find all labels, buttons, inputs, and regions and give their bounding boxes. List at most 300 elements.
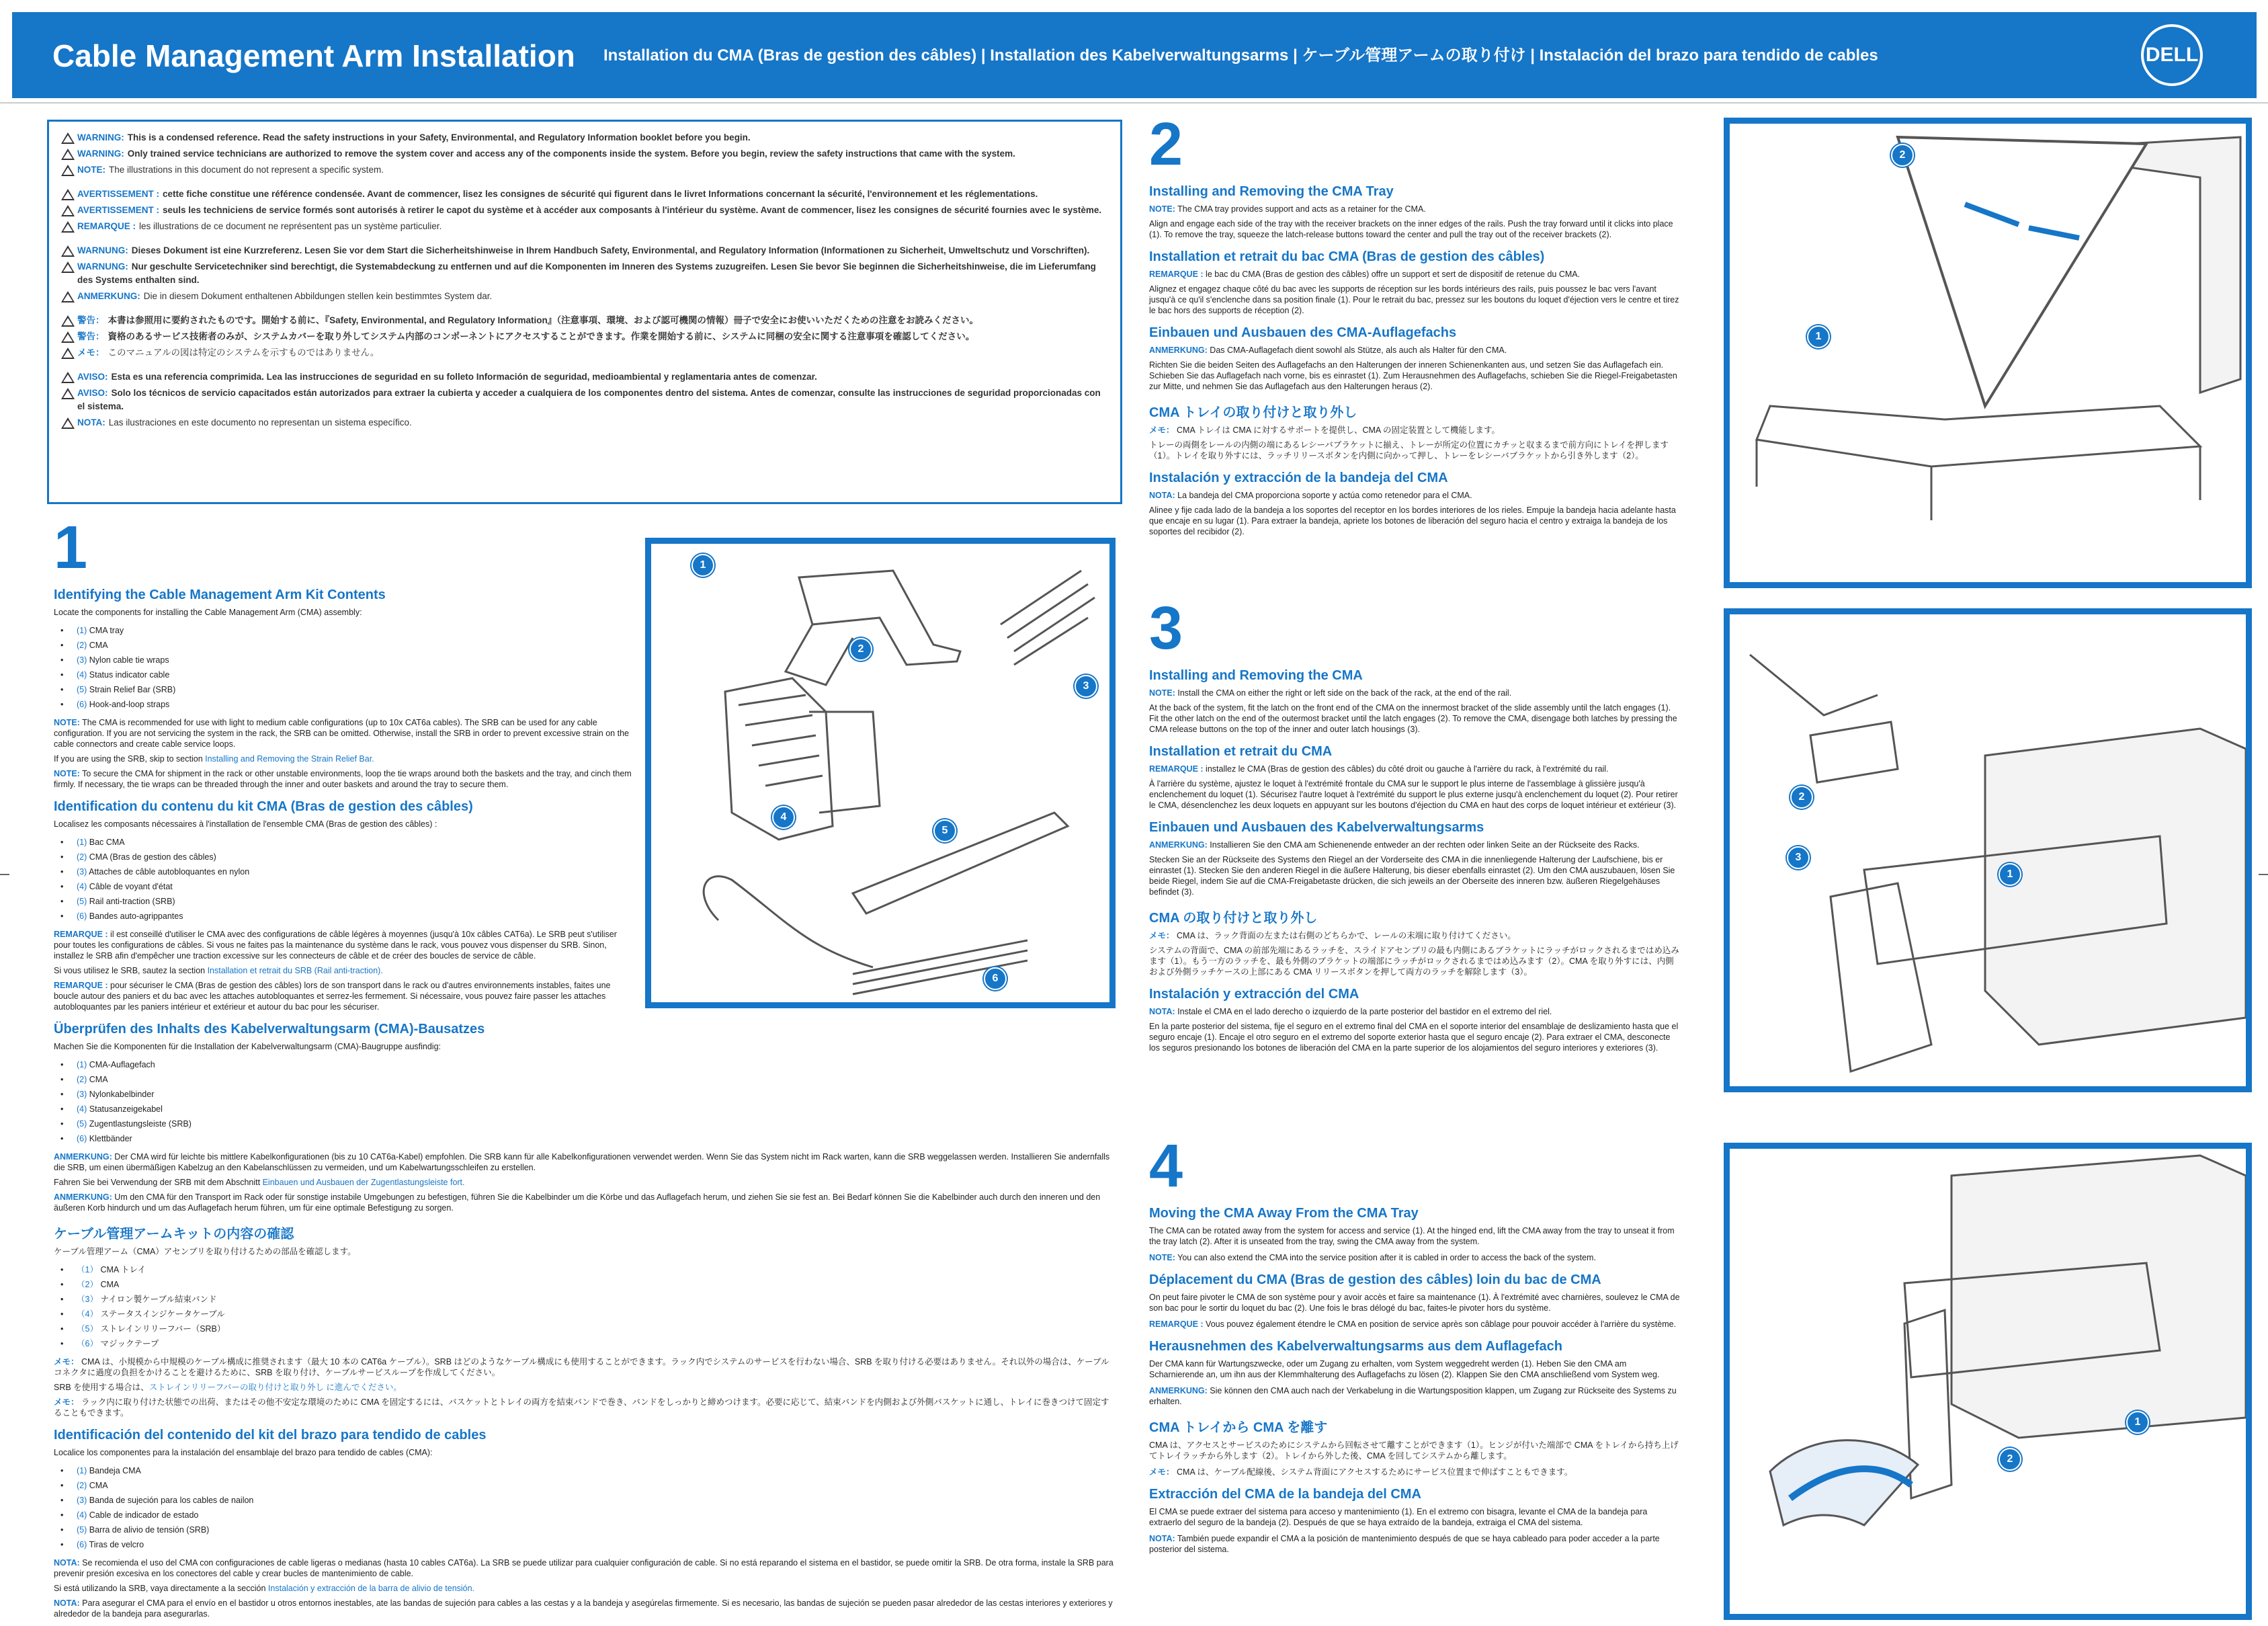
kit-list-item — [54, 1102, 1116, 1116]
note-text: Der CMA wird für leichte bis mittlere Kabelkonfigurationen (bis zu 10 CAT6a-Kabel) empfohlen. Die SRB kann für alle Kabelkonfigurationen verwendet werden. Wenn Sie das System nicht im Rack warten, kann die SRB weggelassen werden. Installieren Sie andernfalls die SRB, um einen übermäßigen Kabelzug an den Kabelanschlüssen zu vermeiden, und um Kabelwartungsschleifen zu erstellen. — [54, 1152, 1110, 1172]
kit-list — [54, 623, 632, 712]
kit-list-item — [54, 1508, 1116, 1522]
kit-item-number: (6) — [77, 911, 87, 921]
cma-tray-shape — [799, 571, 960, 665]
warning-text: This is a condensed reference. Read the safety instructions in your Safety, Environmental, and Regulatory Information booklet before you begin. — [127, 132, 751, 143]
warning-text: Solo los técnicos de servicio capacitados están autorizados para extraer la cubierta y acceder a cualquiera de los componentes dentro del sistema. Antes de comenzar, consulte las instrucciones de seguridad proporcionadas con el sistema. — [77, 388, 1101, 411]
section-body: Alinee y fije cada lado de la bandeja a los soportes del receptor en los bordes interiores de los rieles. Empuje la bandeja hacia adelante hasta que encaje en su lugar (1). Para extraer la bandeja, apriete los botones de liberación del seguro hacia el centro y extraiga la bandeja de los soportes del recibidor (2). — [1149, 505, 1676, 536]
section-note — [1149, 764, 1680, 774]
warning-group — [60, 131, 1109, 177]
kit-list-item — [54, 697, 632, 712]
warning-text: cette fiche constitue une référence condensée. Avant de commencer, lisez les consignes de sécurité qui figurent dans le livret Informations concernant la sécurité, l'environnement et les réglementations. — [163, 189, 1038, 199]
kit-item-number: (2) — [77, 1481, 87, 1490]
section-note — [54, 754, 632, 764]
warning-text: les illustrations de ce document ne représentent pas un système particulier. — [139, 221, 442, 231]
warning-icon — [60, 416, 77, 430]
kit-list-item — [54, 1277, 1116, 1292]
note-text: Para asegurar el CMA para el envío en el bastidor u otros entornos inestables, ate las bandas de sujeción para cables a las cestas y a la bandeja y asegúrelas firmemente. Si es necesario, las bandas de sujeción se pueden pasar alrededor de las cestas interiores y exteriores y alrededor de la bandeja para asegurarlas. — [54, 1598, 1113, 1619]
section-note — [54, 1557, 1116, 1579]
kit-item-number: (4) — [77, 882, 87, 891]
section-body: CMA は、アクセスとサービスのためにシステムから回転させて離すことができます（1）。ヒンジが付いた端部で CMA をトレイから持ち上げてトレイラッチから外します（2）。トレイから外した後、CMA を回してシステムから離します。 — [1149, 1440, 1679, 1461]
step4-column — [1149, 1133, 1680, 1559]
kit-item-label: Rail anti-traction (SRB) — [89, 897, 175, 906]
note-label: ANMERKUNG: — [1149, 1386, 1208, 1395]
warning-icon — [60, 204, 77, 217]
section-note — [54, 1177, 1116, 1188]
kit-item-label: Nylonkabelbinder — [89, 1090, 155, 1099]
warning-label: ANMERKUNG: — [77, 291, 140, 301]
kit-item-number: (5) — [77, 685, 87, 694]
section-title: CMA トレイから CMA を離す — [1149, 1420, 1328, 1435]
warning-text: seuls les techniciens de service formés sont autorisés à retirer le capot du système et à accéder aux composants à l'intérieur du système. Avant de commencer, lisez les consignes de sécurité fournies avec le système. — [163, 205, 1102, 215]
callout-6: 6 — [984, 967, 1007, 990]
step-section — [1149, 401, 1680, 461]
warning-text: Dieses Dokument ist eine Kurzreferenz. Lesen Sie vor dem Start die Sicherheitshinweise in Ihrem Handbuch Safety, Environmental, and Regulatory Information (Informationen zu Sicherheit, Umweltschutz und Vorschriften). — [131, 245, 1090, 255]
note-label: REMARQUE : — [54, 981, 108, 990]
note-text: Installieren Sie den CMA am Schienenende entweder an der rechten oder linken Seite an der Rückseite des Racks. — [1210, 840, 1640, 850]
kit-list-item — [54, 1322, 1116, 1336]
note-text: También puede expandir el CMA a la posición de mantenimiento después de que se haya cableado para poder acceder a la parte posterior del sistema. — [1149, 1534, 1660, 1554]
kit-item-label: Statusanzeigekabel — [89, 1104, 163, 1114]
section-note — [1149, 204, 1680, 214]
section-body: トレーの両側をレールの内側の端にあるレシーバブラケットに揃え、トレーが所定の位置にカチッと収まるまで前方向にトレイを押します（1）。トレイを取り外すには、ラッチリリースボタンを内側に向かって押し、トレーをレシーバブラケットから引き外します（2）。 — [1149, 440, 1669, 460]
note-label: NOTE: — [1149, 1253, 1175, 1262]
kit-item-label: マジックテープ — [100, 1339, 159, 1348]
kit-list-item — [54, 1522, 1116, 1537]
callout-2-cma: 2 — [1790, 786, 1813, 809]
warning-text: 資格のあるサービス技術者のみが、システムカバーを取り外してシステム内部のコンポーネントにアクセスすることができます。作業を開始する前に、システムに同梱の安全に関する注意事項を確認してください。 — [108, 331, 975, 341]
step3-body — [1149, 668, 1680, 1053]
section-note — [54, 1356, 1116, 1378]
kit-item-number: (4) — [77, 670, 87, 680]
section-title: CMA トレイの取り付けと取り外し — [1149, 405, 1357, 420]
warning-group — [60, 314, 1109, 360]
warning-label: NOTA: — [77, 417, 106, 428]
warning-line — [60, 188, 1109, 201]
step-section — [1149, 987, 1680, 1053]
step-section — [1149, 1487, 1680, 1555]
kit-list-item — [54, 909, 632, 924]
kit-section — [54, 587, 632, 790]
kit-list — [54, 835, 632, 924]
kit-item-number: (5) — [77, 1119, 87, 1129]
step2-column — [1149, 111, 1680, 542]
callout-3: 3 — [1075, 675, 1097, 698]
section-title: Extracción del CMA de la bandeja del CMA — [1149, 1487, 1421, 1502]
warning-label: 警告： — [77, 315, 105, 325]
kit-item-label: CMA (Bras de gestion des câbles) — [89, 852, 216, 862]
warning-icon — [60, 147, 77, 161]
section-title: Installing and Removing the CMA — [1149, 668, 1363, 683]
section-note — [1149, 1319, 1680, 1330]
warning-group — [60, 188, 1109, 233]
note-label: メモ： — [1149, 425, 1175, 435]
warning-label: 警告： — [77, 331, 105, 341]
section-note — [1149, 1385, 1680, 1407]
warning-label: WARNUNG: — [77, 245, 128, 255]
section-title: Einbauen und Ausbauen des CMA-Auflagefachs — [1149, 325, 1457, 340]
kit-item-number: (5) — [77, 1525, 87, 1535]
section-title: Installation et retrait du bac CMA (Bras de gestion des câbles) — [1149, 249, 1545, 264]
warning-icon — [60, 314, 77, 327]
step-section — [1149, 1206, 1680, 1263]
kit-item-number: (3) — [77, 655, 87, 665]
warning-label: AVISO: — [77, 372, 108, 382]
kit-list-item — [54, 1087, 1116, 1102]
step-section — [1149, 820, 1680, 897]
tray-illustration — [1730, 124, 2246, 582]
kit-section — [54, 1022, 1116, 1213]
kit-item-number: (2) — [77, 641, 87, 650]
note-text: Das CMA-Auflagefach dient sowohl als Stütze, als auch als Halter für den CMA. — [1210, 345, 1507, 355]
warning-icon — [60, 387, 77, 400]
step2-body — [1149, 184, 1680, 537]
note-label: NOTE: — [1149, 688, 1175, 698]
warning-icon — [60, 244, 77, 257]
note-text: CMA トレイは CMA に対するサポートを提供し、CMA の固定装置として機能します。 — [1177, 425, 1501, 435]
section-body: Der CMA kann für Wartungszwecke, oder um Zugang zu erhalten, vom System weggedreht werden (1). Heben Sie den CMA am Scharnierende an, um ihn aus der Klemmhalterung des Auflagefachs zu lösen (2). Klappen Sie den CMA anschließend vom System weg. — [1149, 1359, 1660, 1379]
kit-section — [54, 1428, 1116, 1619]
note-label: NOTA: — [54, 1598, 80, 1608]
note-text: CMA は、ケーブル配線後、システム背面にアクセスするためにサービス位置まで伸ばすこともできます。 — [1177, 1467, 1573, 1477]
note-text: La bandeja del CMA proporciona soporte y actúa como retenedor para el CMA. — [1177, 491, 1472, 500]
kit-item-label: Bandes auto-agrippantes — [89, 911, 183, 921]
warning-icon — [60, 220, 77, 233]
step-section — [1149, 471, 1680, 537]
section-note — [1149, 345, 1680, 356]
section-note — [1149, 840, 1680, 850]
section-note — [1149, 269, 1680, 280]
note-text: Se recomienda el uso del CMA con configuraciones de cable ligeras o medianas (hasta 10 cables CAT6a). La SRB se puede utilizar para cualquier configuración de cable. Si no está reparando el sistema en el bastidor, se puede omitir la SRB. De otra forma, instale la SRB para prevenir presión excesiva en los conectores del cable y crear bucles de mantenimiento de cable. — [54, 1558, 1114, 1578]
section-note — [54, 717, 632, 749]
step-section — [1149, 184, 1680, 240]
section-intro: Localisez les composants nécessaires à l'installation de l'ensemble CMA (Bras de gestion des câbles) : — [54, 819, 437, 829]
section-title: Moving the CMA Away From the CMA Tray — [1149, 1206, 1419, 1221]
note-label: ANMERKUNG: — [54, 1152, 112, 1162]
kit-list — [54, 1262, 1116, 1351]
kit-list-item — [54, 1336, 1116, 1351]
section-note — [54, 965, 632, 976]
section-intro: ケーブル管理アーム（CMA）アセンブリを取り付けるための部品を確認します。 — [54, 1247, 356, 1256]
note-text: installez le CMA (Bras de gestion des câbles) du côté droit ou gauche à l'arrière du rack, à l'extrémité du rail. — [1206, 764, 1609, 774]
section-note — [1149, 490, 1680, 501]
section-link[interactable]: ストレインリリーフバーの取り付けと取り外し に進んでください。 — [149, 1383, 402, 1392]
kit-item-number: (3) — [77, 867, 87, 877]
warning-line — [60, 260, 1109, 287]
step-section — [1149, 325, 1680, 392]
section-body: El CMA se puede extraer del sistema para acceso y mantenimiento (1). En el extremo con bisagra, levante el CMA de la bandeja para extraerlo del seguro de la bandeja (2). Después de que se haya extraído de la bandeja, extraiga el CMA del sistema. — [1149, 1507, 1648, 1527]
note-label: メモ： — [54, 1357, 79, 1367]
kit-item-label: Zugentlastungsleiste (SRB) — [89, 1119, 192, 1129]
step-section — [1149, 907, 1680, 977]
kit-item-label: CMA トレイ — [100, 1265, 146, 1274]
section-note — [54, 1397, 1116, 1418]
section-note — [54, 1192, 1116, 1213]
note-text: Install the CMA on either the right or left side on the back of the rack, at the end of the rail. — [1177, 688, 1512, 698]
kit-list-item — [54, 1478, 1116, 1493]
header-divider — [0, 102, 2268, 104]
warning-line — [60, 204, 1109, 217]
warning-line — [60, 290, 1109, 303]
figure-cma-tray — [1724, 118, 2252, 588]
section-note — [54, 929, 632, 961]
note-text: le bac du CMA (Bras de gestion des câbles) offre un support et sert de dispositif de retenue du CMA. — [1206, 270, 1581, 279]
kit-list-item — [54, 1262, 1116, 1277]
callout-1: 1 — [691, 554, 714, 577]
warning-text: Nur geschulte Servicetechniker sind berechtigt, die Systemabdeckung zu entfernen und auf die Komponenten im Inneren des Systems zuzugreifen. Lesen Sie bevor Sie beginnen die Sicherheitshinweise, die im Lieferumfang des Systems enthalten sind. — [77, 261, 1096, 285]
warning-text: Esta es una referencia comprimida. Lea las instrucciones de seguridad en su folleto Información de seguridad, medioambiental y reglamentaria antes de comenzar. — [111, 372, 817, 382]
note-label: メモ： — [1149, 931, 1175, 940]
kit-item-label: Tiras de velcro — [89, 1540, 144, 1549]
kit-item-number: (1) — [77, 1466, 87, 1475]
warning-icon — [60, 330, 77, 343]
kit-item-label: Hook-and-loop straps — [89, 700, 170, 709]
note-text: pour sécuriser le CMA (Bras de gestion des câbles) lors de son transport dans le rack ou d'autres environnements instables, faites une boucle autour des paniers et du bac avec les attaches autobloquantes et serrez-les fermement. Si nécessaire, vous pouvez faire passer les attaches autobloquantes par les paniers intérieur et extérieur et autour du bac pour les sécuriser. — [54, 981, 611, 1012]
step-section — [1149, 668, 1680, 735]
note-text: Si vous utilisez le SRB, sautez la section — [54, 966, 208, 975]
section-note — [54, 1598, 1116, 1619]
note-text: Si está utilizando la SRB, vaya directamente a la sección — [54, 1584, 268, 1593]
kit-item-number: （3） — [77, 1295, 98, 1304]
kit-item-label: Nylon cable tie wraps — [89, 655, 169, 665]
note-label: NOTA: — [1149, 491, 1175, 500]
note-label: NOTA: — [1149, 1007, 1175, 1016]
kit-item-label: Attaches de câble autobloquantes en nylon — [89, 867, 250, 877]
section-link[interactable]: Einbauen und Ausbauen der Zugentlastungsleiste fort. — [262, 1178, 465, 1187]
kit-list-item — [54, 1131, 1116, 1146]
warning-line — [60, 330, 1109, 343]
kit-list-item — [54, 1537, 1116, 1552]
warning-label: NOTE: — [77, 165, 106, 175]
section-body: システムの背面で、CMA の前部先端にあるラッチを、スライドアセンブリの最も内側にあるブラケットにラッチがロックされるまではめ込みます（1）。もう一方のラッチを、最も外側のブラケットの端部にラッチがロックされるまではめ込みます（2）。CMA を取り外すには、内側および外側ラッチケースの上部にある CMA リリースボタンを押して両方のラッチを解除します（3）。 — [1149, 946, 1679, 977]
step-section — [1149, 249, 1680, 316]
kit-section — [54, 799, 632, 1012]
kit-item-label: CMA — [89, 641, 108, 650]
note-label: ANMERKUNG: — [1149, 345, 1208, 355]
kit-item-number: （6） — [77, 1339, 98, 1348]
section-title: Einbauen und Ausbauen des Kabelverwaltungsarms — [1149, 820, 1484, 835]
warning-icon — [60, 163, 77, 177]
section-note — [54, 768, 632, 790]
figure-kit-contents — [645, 538, 1116, 1008]
warning-group — [60, 244, 1109, 303]
figure-cma-move — [1724, 1143, 2252, 1620]
section-title: CMA の取り付けと取り外し — [1149, 911, 1318, 926]
kit-list-item — [54, 894, 632, 909]
section-title: Instalación y extracción del CMA — [1149, 987, 1359, 1002]
kit-item-number: (2) — [77, 852, 87, 862]
callout-4: 4 — [772, 806, 795, 829]
crop-mark-left — [0, 874, 9, 875]
kit-item-label: Bandeja CMA — [89, 1466, 141, 1475]
section-note — [1149, 1006, 1680, 1017]
callout-2-move: 2 — [1999, 1448, 2021, 1471]
strain-relief-bar-shape — [853, 813, 1068, 913]
kit-list — [54, 1057, 1116, 1146]
kit-item-number: (3) — [77, 1090, 87, 1099]
note-text: The CMA is recommended for use with light to medium cable configurations (up to 10x CAT6a cables). The SRB can be used for any cable configuration. If you are not servicing the system in the rack, the SRB can be omitted. Otherwise, install the SRB in order to prevent excessive strain on the cable connectors and create cable service loops. — [54, 718, 629, 749]
warning-line — [60, 131, 1109, 145]
step-section — [1149, 1416, 1680, 1477]
warning-label: WARNING: — [77, 149, 124, 159]
warning-icon — [60, 131, 77, 145]
kit-item-label: ナイロン製ケーブル結束バンド — [100, 1295, 217, 1304]
section-note — [54, 980, 632, 1012]
warning-line — [60, 244, 1109, 257]
section-title: ケーブル管理アームキットの内容の確認 — [54, 1227, 294, 1242]
kit-item-label: CMA — [89, 1075, 108, 1084]
callout-1-move: 1 — [2126, 1411, 2149, 1434]
section-note — [1149, 1533, 1680, 1555]
warning-line — [60, 370, 1109, 384]
kit-item-label: Klettbänder — [89, 1134, 132, 1143]
kit-item-label: CMA — [100, 1280, 120, 1289]
section-note — [1149, 1252, 1680, 1263]
note-text: Fahren Sie bei Verwendung der SRB mit dem Abschnitt — [54, 1178, 263, 1187]
step4-body — [1149, 1206, 1680, 1555]
kit-item-number: (1) — [77, 1060, 87, 1069]
section-body: Stecken Sie an der Rückseite des Systems den Riegel an der Vorderseite des CMA in die innenliegende Halterung der Laufschiene, bis er einrastet (1). Stecken Sie den anderen Riegel in die äußere Halterung, bis dieser ebenfalls einrastet (2). Um den CMA auszubauen, lösen Sie beide Riegel, indem Sie auf die CMA-Freigabetaste drücken, die sich jeweils an der Oberseite des inneren bzw. äußeren Riegelgehäuses befindet (3). — [1149, 855, 1675, 897]
kit-item-number: (6) — [77, 1540, 87, 1549]
section-link[interactable]: Installation et retrait du SRB (Rail anti-traction). — [207, 966, 383, 975]
section-link[interactable]: Installing and Removing the Strain Relief Bar. — [205, 754, 374, 764]
kit-item-label: Banda de sujeción para los cables de nailon — [89, 1496, 254, 1505]
kit-list-item — [54, 638, 632, 653]
note-label: ANMERKUNG: — [54, 1192, 112, 1202]
cma-move-illustration — [1730, 1149, 2246, 1614]
kit-list-item — [54, 623, 632, 638]
kit-item-label: CMA-Auflagefach — [89, 1060, 155, 1069]
section-title: Herausnehmen des Kabelverwaltungsarms aus dem Auflagefach — [1149, 1339, 1563, 1354]
kit-item-number: （4） — [77, 1309, 98, 1319]
note-text: If you are using the SRB, skip to section — [54, 754, 206, 764]
kit-list-item — [54, 1057, 1116, 1072]
kit-item-number: (3) — [77, 1496, 87, 1505]
warning-line — [60, 220, 1109, 233]
step2-number: 2 — [1149, 111, 1183, 178]
warning-label: WARNUNG: — [77, 261, 128, 272]
kit-item-number: (6) — [77, 1134, 87, 1143]
callout-5: 5 — [933, 819, 956, 842]
kit-list-item — [54, 1493, 1116, 1508]
note-label: NOTE: — [1149, 204, 1175, 214]
note-text: CMA は、ラック背面の左または右側のどちらかで、レールの末端に取り付けてください。 — [1177, 931, 1516, 940]
note-label: メモ： — [1149, 1467, 1175, 1477]
kit-item-number: (4) — [77, 1510, 87, 1520]
kit-list-item — [54, 1116, 1116, 1131]
warning-icon — [60, 188, 77, 201]
section-title: Instalación y extracción de la bandeja del CMA — [1149, 471, 1448, 485]
section-body: At the back of the system, fit the latch on the front end of the CMA on the innermost bracket of the slide assembly until the latch engages (1). Fit the other latch on the end of the outermost bracket until the latch engages (2). To remove the CMA, disengage both latches by pressing the CMA release buttons on the top of the inner and outer latch housings (3). — [1149, 703, 1677, 734]
kit-list-item — [54, 879, 632, 894]
step3-number: 3 — [1149, 595, 1183, 662]
warning-line — [60, 163, 1109, 177]
kit-item-number: (2) — [77, 1075, 87, 1084]
step3-column — [1149, 595, 1680, 1059]
note-label: REMARQUE : — [1149, 764, 1204, 774]
callout-1-tray: 1 — [1807, 325, 1830, 348]
section-note — [54, 1151, 1116, 1173]
section-body: The CMA can be rotated away from the system for access and service (1). At the hinged end, lift the CMA away from the tray to unseat it from the tray latch (2). After it is unseated from the tray, swing the CMA away from the system. — [1149, 1226, 1675, 1246]
warning-icon — [60, 370, 77, 384]
section-title: Identification du contenu du kit CMA (Bras de gestion des câbles) — [54, 799, 473, 814]
tie-wraps-shape — [1001, 571, 1095, 665]
kit-item-label: Câble de voyant d'état — [89, 882, 173, 891]
note-text: Instale el CMA en el lado derecho o izquierdo de la parte posterior del bastidor en el extremo del riel. — [1177, 1007, 1552, 1016]
section-note — [54, 1382, 1116, 1393]
note-label: NOTA: — [54, 1558, 80, 1568]
section-link[interactable]: Instalación y extracción de la barra de alivio de tensión. — [267, 1584, 475, 1593]
warning-icon — [60, 290, 77, 303]
step-section — [1149, 1272, 1680, 1330]
section-intro: Locate the components for installing the Cable Management Arm (CMA) assembly: — [54, 608, 362, 617]
kit-item-label: ストレインリリーフバー（SRB） — [100, 1324, 226, 1334]
warning-label: メモ： — [77, 348, 105, 358]
note-label: REMARQUE : — [1149, 270, 1204, 279]
note-label: REMARQUE : — [54, 930, 108, 939]
kit-list-item — [54, 682, 632, 697]
warning-text: Only trained service technicians are authorized to remove the system cover and access any of the components inside the system. Before you begin, review the safety instructions that came with the system. — [127, 149, 1015, 159]
section-body: Alignez et engagez chaque côté du bac avec les supports de réception sur les bords intérieurs des rails, puis poussez le bac vers l'avant jusqu'à ce qu'il s'enclenche dans sa position finale (1). Pour le retrait du bac, pressez sur les boutons du loquet d'éjection vers le centre et tirez le bac hors des supports de réception (2). — [1149, 284, 1679, 315]
warning-icon — [60, 346, 77, 360]
section-title: Identificación del contenido del kit del brazo para tendido de cables — [54, 1428, 487, 1442]
note-label: NOTE: — [54, 769, 80, 778]
note-text: You can also extend the CMA into the service position after it is cabled in order to access the back of the system. — [1177, 1253, 1596, 1262]
section-note — [54, 1583, 1116, 1594]
section-body: On peut faire pivoter le CMA de son système pour y avoir accès et faire sa maintenance (1). À l'extrémité avec charnières, soulevez le CMA de son bac pour le sortir du loquet du bac (2). Une fois le bras délogé du bac, faites-le pivoter hors du système. — [1149, 1293, 1680, 1313]
kit-list-item — [54, 850, 632, 864]
kit-list-item — [54, 864, 632, 879]
note-text: Vous pouvez également étendre le CMA en position de service après son câblage pour pouvoir accéder à l'arrière du système. — [1206, 1319, 1677, 1329]
kit-illustration — [651, 544, 1109, 1002]
step4-number: 4 — [1149, 1133, 1183, 1200]
step-section — [1149, 744, 1680, 811]
kit-list-item — [54, 1292, 1116, 1307]
section-intro: Localice los componentes para la instalación del ensamblaje del brazo para tendido de cables (CMA): — [54, 1448, 433, 1457]
callout-1-cma: 1 — [1999, 863, 2021, 886]
note-text: Sie können den CMA auch nach der Verkabelung in die Wartungsposition klappen, um Zugang zur Rückseite des Systems zu erhalten. — [1149, 1386, 1677, 1406]
note-label: REMARQUE : — [1149, 1319, 1204, 1329]
warning-text: Die in diesem Dokument enthaltenen Abbildungen stellen kein bestimmtes System dar. — [143, 291, 493, 301]
note-text: SRB を使用する場合は、 — [54, 1383, 149, 1392]
warning-text: The illustrations in this document do not represent a specific system. — [109, 165, 384, 175]
note-label: NOTA: — [1149, 1534, 1175, 1543]
note-text: To secure the CMA for shipment in the rack or other unstable environments, loop the tie wraps around both the baskets and the tray, and cinch them firmly. If necessary, the tie wraps can be threaded through the inner and outer baskets and around the tray to secure them. — [54, 769, 632, 789]
section-body: Richten Sie die beiden Seiten des Auflagefachs an den Halterungen der inneren Schienenkanten aus, und setzen Sie das Auflagefach ein. Schieben Sie das Auflagefach nach vorne, bis es einrastet (1). Zum Herausnehmen des Auflagefachs, schieben Sie die Riegel-Freigabetasten zur Mitte, und nehmen Sie das Auflagefach aus den Halterungen heraus (2). — [1149, 360, 1677, 391]
figure-cma-install — [1724, 608, 2252, 1092]
kit-list-item — [54, 1307, 1116, 1322]
kit-item-number: (1) — [77, 838, 87, 847]
note-text: The CMA tray provides support and acts as a retainer for the CMA. — [1177, 204, 1426, 214]
warning-line — [60, 416, 1109, 430]
kit-list-item — [54, 667, 632, 682]
section-body: En la parte posterior del sistema, fije el seguro en el extremo final del CMA en el soporte interior del ensamblaje de deslizamiento hasta que el seguro encaje (1). Encaje el otro seguro en el extremo del soporte exterior hasta que el seguro encaje (2). Para extraer el CMA, desconecte los seguros presionando los botones de liberación del CMA en la parte superior de los alojamientos del seguro interiores y exteriores (3). — [1149, 1022, 1679, 1053]
kit-item-number: （1） — [77, 1265, 98, 1274]
warning-label: AVISO: — [77, 388, 108, 398]
section-note — [1149, 1467, 1680, 1477]
step1-number: 1 — [54, 514, 88, 581]
kit-item-label: CMA — [89, 1481, 108, 1490]
warning-line — [60, 346, 1109, 360]
callout-2: 2 — [849, 638, 872, 661]
section-title: Installing and Removing the CMA Tray — [1149, 184, 1394, 199]
kit-item-label: ステータスインジケータケーブル — [100, 1309, 225, 1319]
warning-text: 本書は参照用に要約されたものです。開始する前に、『Safety, Environmental, and Regulatory Information』（注意事項、環境、および認可機関の情報）冊子で安全にお使いいただくための注意をお読みください。 — [108, 315, 978, 325]
kit-item-number: (5) — [77, 897, 87, 906]
callout-2-tray: 2 — [1891, 144, 1914, 167]
warning-box — [47, 120, 1122, 504]
section-body: Align and engage each side of the tray with the receiver brackets on the inner edges of the rails. Push the tray forward until it clicks into place (1). To remove the tray, squeeze the latch-release buttons toward the center and pull the tray out of the receiver brackets (2). — [1149, 219, 1673, 239]
